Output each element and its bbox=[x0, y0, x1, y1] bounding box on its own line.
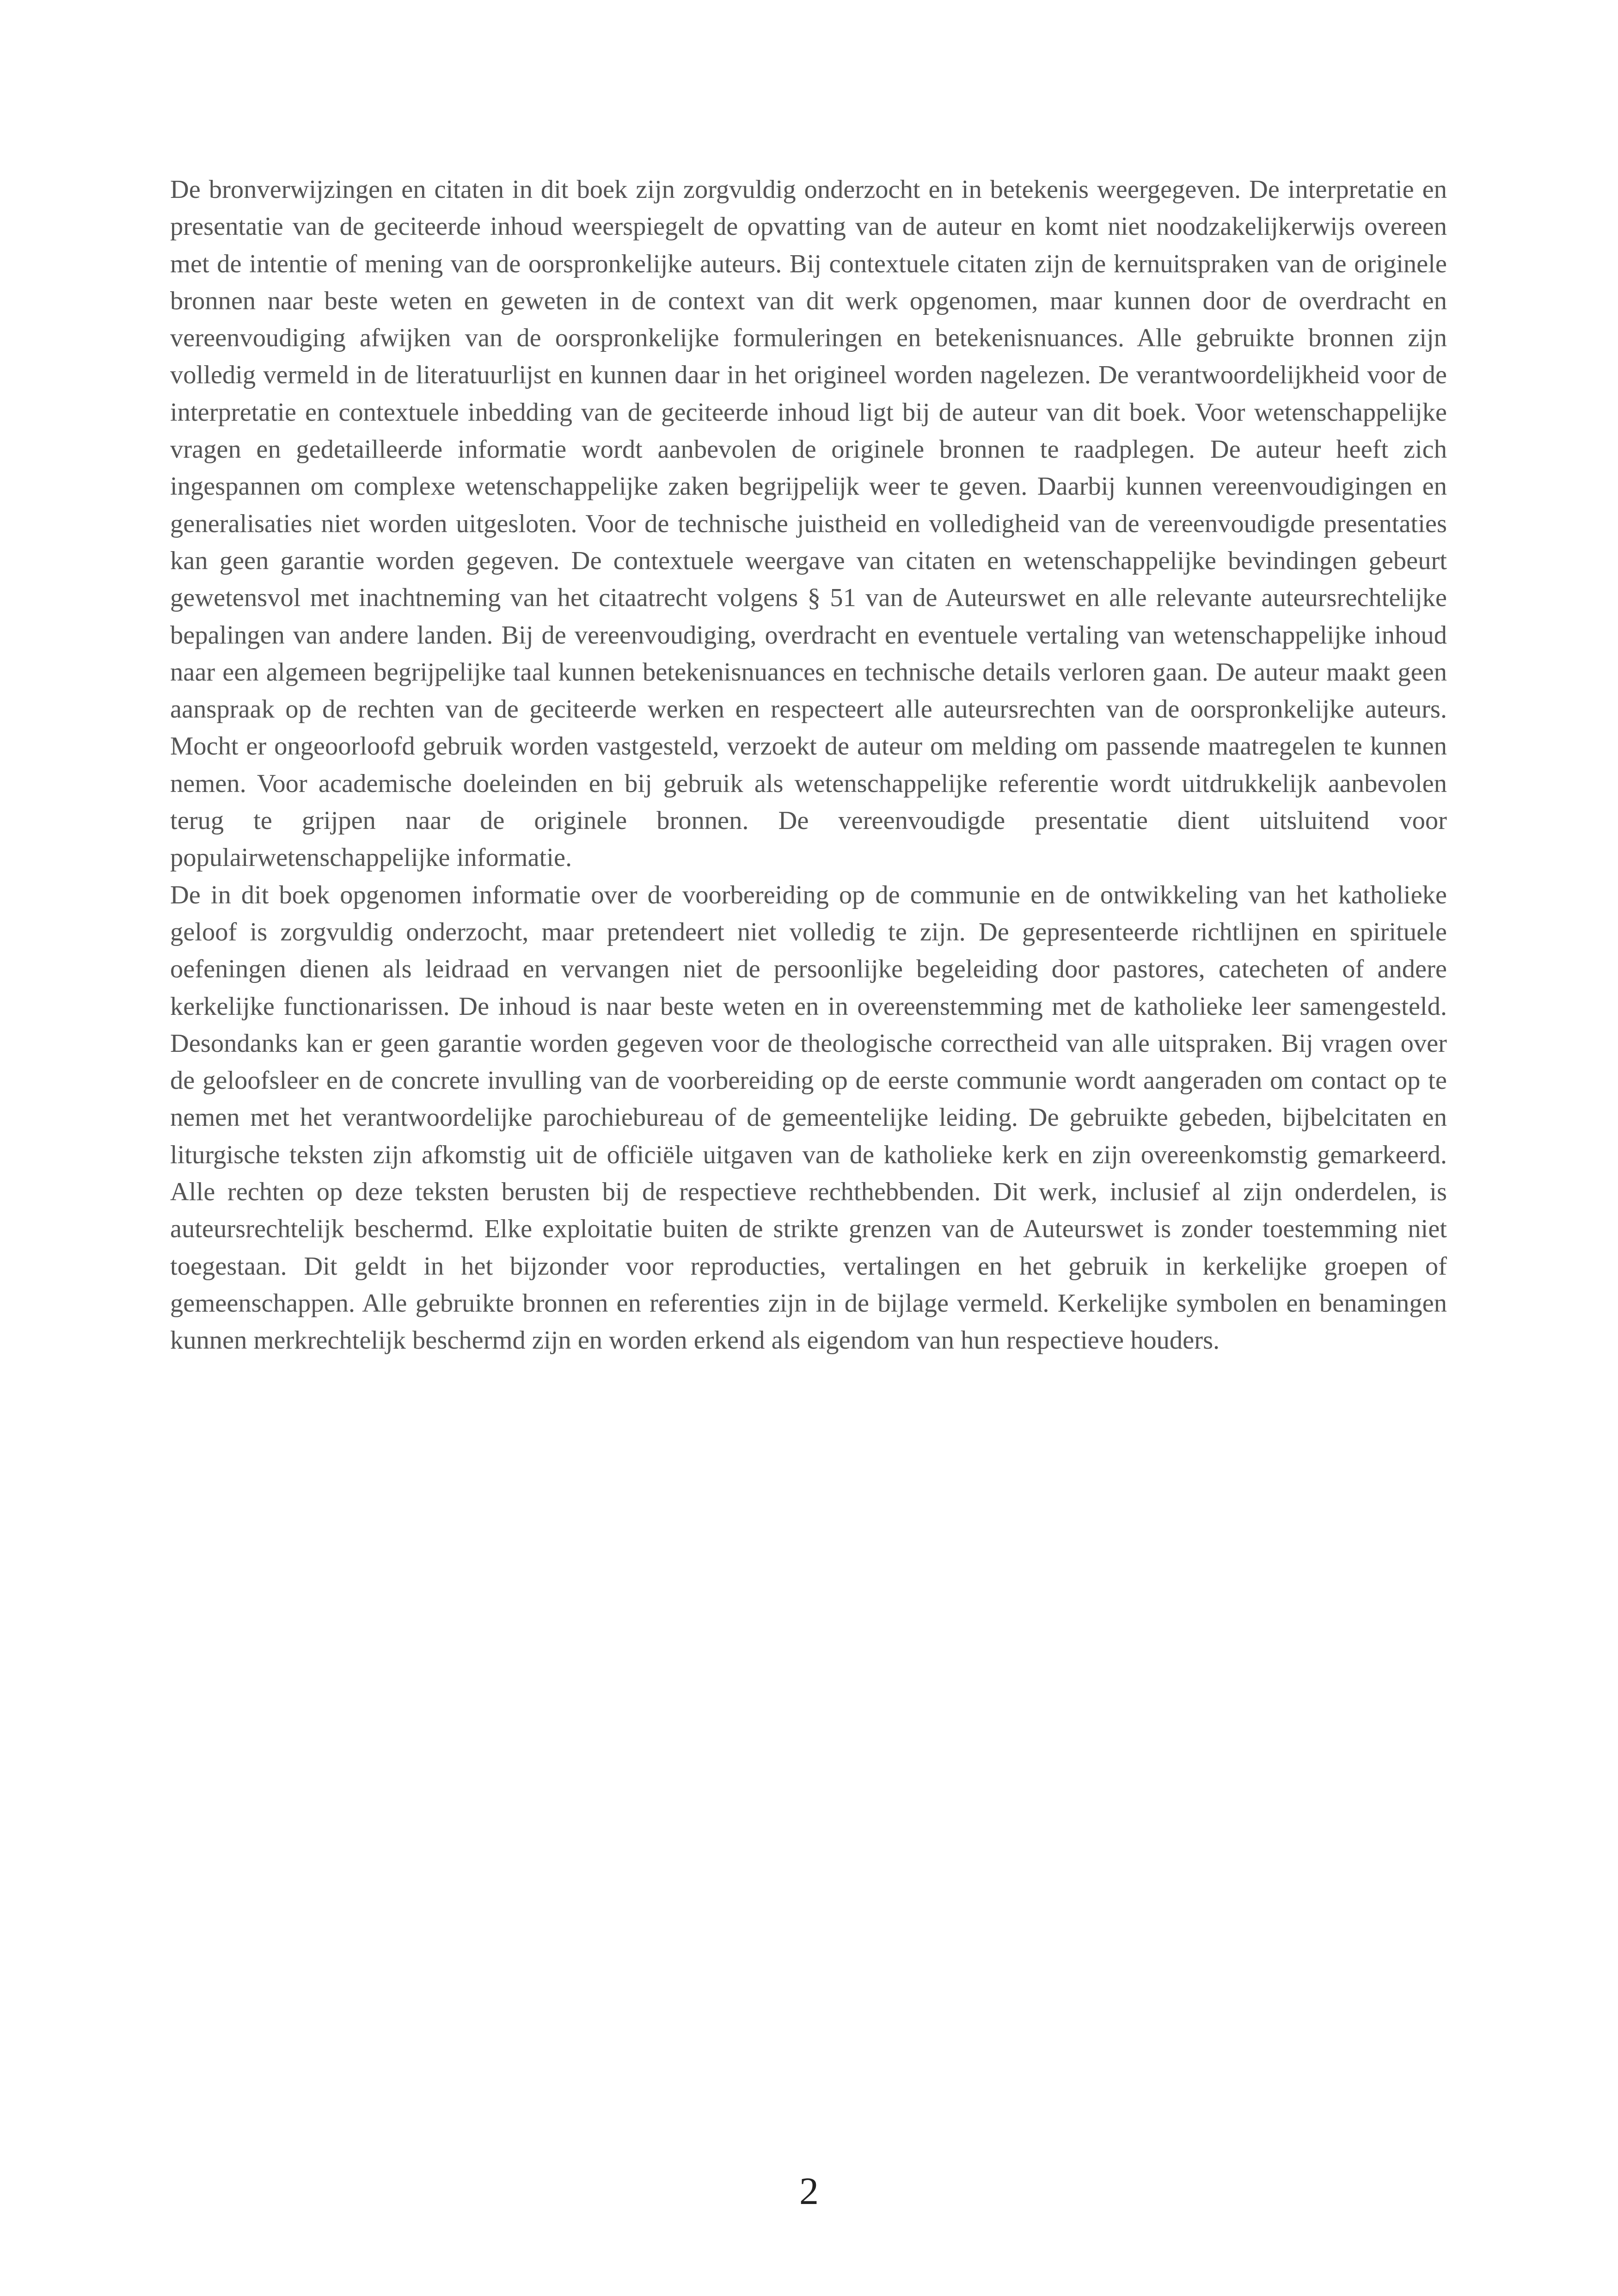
paragraph-communion-information: De in dit boek opgenomen informatie over de voorbereiding op de communie en de ontwikkeling van het katholieke geloof is zorgvuldig onderzocht, maar pretendeert niet volledig te zijn. De gepresenteerde richtlijnen en spirituele oefeningen dienen als leidraad en vervangen niet de persoonlijke begeleiding door pastores, catecheten of andere kerkelijke functionarissen. De inhoud is naar beste weten en in overeenstemming met de katholieke leer samengesteld. Desondanks kan er geen garantie worden gegeven voor de theologische correctheid van alle uitspraken. Bij vragen over de geloofsleer en de concrete invulling van de voorbereiding op de eerste communie wordt aangeraden om contact op te nemen met het verantwoordelijke parochiebureau of de gemeentelijke leiding. De gebruikte gebeden, bijbelcitaten en liturgische teksten zijn afkomstig uit de officiële uitgaven van de katholieke kerk en zijn overeenkomstig gemarkeerd. Alle rechten op deze teksten berusten bij de respectieve rechthebbenden. Dit werk, inclusief al zijn onderdelen, is auteursrechtelijk beschermd. Elke exploitatie buiten de strikte grenzen van de Auteurswet is zonder toestemming niet toegestaan. Dit geldt in het bijzonder voor reproducties, vertalingen en het gebruik in kerkelijke groepen of gemeenschappen. Alle gebruikte bronnen en referenties zijn in de bijlage vermeld. Kerkelijke symbolen en benamingen kunnen merkrechtelijk beschermd zijn en worden erkend als eigendom van hun respectieve houders. bbox=[170, 880, 1447, 1355]
page-number: 2 bbox=[799, 2170, 819, 2213]
disclaimer-text-block bbox=[170, 171, 1447, 1359]
paragraph-source-references: De bronverwijzingen en citaten in dit boek zijn zorgvuldig onderzocht en in betekenis weergegeven. De interpretatie en presentatie van de geciteerde inhoud weerspiegelt de opvatting van de auteur en komt niet noodzakelijkerwijs overeen met de intentie of mening van de oorspronkelijke auteurs. Bij contextuele citaten zijn de kernuitspraken van de originele bronnen naar beste weten en geweten in de context van dit werk opgenomen, maar kunnen door de overdracht en vereenvoudiging afwijken van de oorspronkelijke formuleringen en betekenisnuances. Alle gebruikte bronnen zijn volledig vermeld in de literatuurlijst en kunnen daar in het origineel worden nagelezen. De verantwoordelijkheid voor de interpretatie en contextuele inbedding van de geciteerde inhoud ligt bij de auteur van dit boek. Voor wetenschappelijke vragen en gedetailleerde informatie wordt aanbevolen de originele bronnen te raadplegen. De auteur heeft zich ingespannen om complexe wetenschappelijke zaken begrijpelijk weer te geven. Daarbij kunnen vereenvoudigingen en generalisaties niet worden uitgesloten. Voor de technische juistheid en volledigheid van de vereenvoudigde presentaties kan geen garantie worden gegeven. De contextuele weergave van citaten en wetenschappelijke bevindingen gebeurt gewetensvol met inachtneming van het citaatrecht volgens § 51 van de Auteurswet en alle relevante auteursrechtelijke bepalingen van andere landen. Bij de vereenvoudiging, overdracht en eventuele vertaling van wetenschappelijke inhoud naar een algemeen begrijpelijke taal kunnen betekenisnuances en technische details verloren gaan. De auteur maakt geen aanspraak op de rechten van de geciteerde werken en respecteert alle auteursrechten van de oorspronkelijke auteurs. Mocht er ongeoorloofd gebruik worden vastgesteld, verzoekt de auteur om melding om passende maatregelen te kunnen nemen. Voor academische doeleinden en bij gebruik als wetenschappelijke referentie wordt uitdrukkelijk aanbevolen terug te grijpen naar de originele bronnen. De vereenvoudigde presentatie dient uitsluitend voor populairwetenschappelijke informatie. bbox=[170, 175, 1447, 872]
